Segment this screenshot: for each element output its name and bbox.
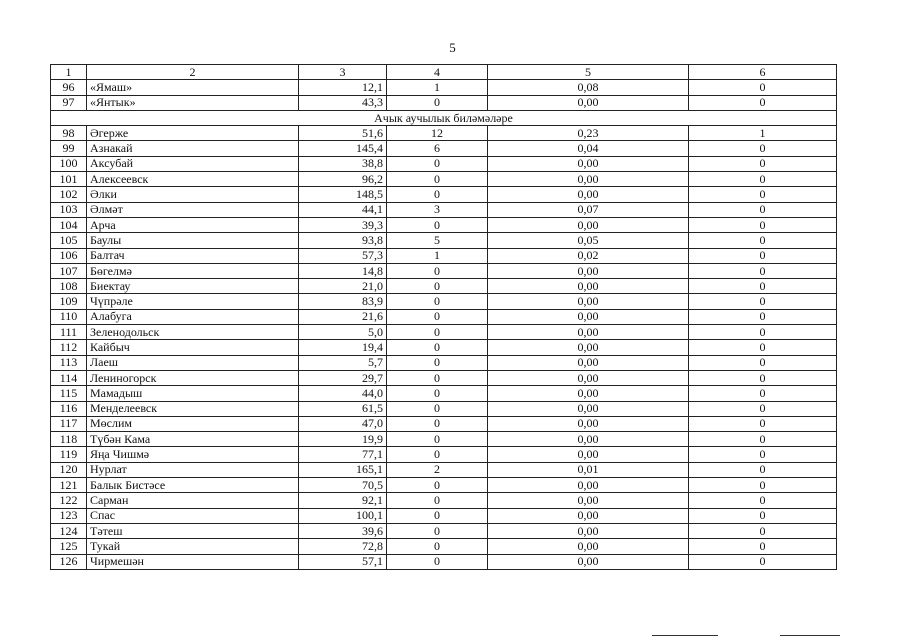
district-name-cell: Чүпрәле [87,294,299,309]
column-5-cell: 0,00 [488,432,689,447]
district-name-cell: Алексеевск [87,172,299,187]
row-number-cell: 122 [51,493,87,508]
district-name-cell: Балтач [87,248,299,263]
row-number-cell: 124 [51,523,87,538]
column-5-cell: 0,00 [488,294,689,309]
row-number-cell: 109 [51,294,87,309]
column-5-cell: 0,04 [488,141,689,156]
column-5-cell: 0,00 [488,340,689,355]
column-4-cell: 0 [387,478,488,493]
column-4-cell: 12 [387,126,488,141]
column-4-cell: 0 [387,263,488,278]
district-name-cell: Түбән Кама [87,432,299,447]
row-number-cell: 101 [51,172,87,187]
table-row [51,370,837,385]
column-3-cell: 21,6 [299,309,387,324]
table-row [51,401,837,416]
district-name-cell: Мамадыш [87,386,299,401]
table-row [51,233,837,248]
column-6-cell: 0 [689,263,837,278]
column-6-cell: 0 [689,172,837,187]
table-row [51,539,837,554]
column-4-cell: 2 [387,462,488,477]
column-6-cell: 0 [689,386,837,401]
table-body [51,65,837,570]
table-row [51,493,837,508]
column-header: 5 [488,65,689,80]
table-row [51,126,837,141]
column-5-cell: 0,00 [488,523,689,538]
column-3-cell: 72,8 [299,539,387,554]
column-4-cell: 0 [387,447,488,462]
column-4-cell: 0 [387,416,488,431]
column-6-cell: 0 [689,401,837,416]
row-number-cell: 115 [51,386,87,401]
column-5-cell: 0,00 [488,370,689,385]
row-number-cell: 111 [51,325,87,340]
row-number-cell: 113 [51,355,87,370]
column-3-cell: 145,4 [299,141,387,156]
table-row [51,263,837,278]
table-row [51,508,837,523]
column-4-cell: 0 [387,554,488,569]
column-3-cell: 44,0 [299,386,387,401]
table-row [51,554,837,569]
table-row [51,217,837,232]
column-6-cell: 0 [689,539,837,554]
row-number-cell: 117 [51,416,87,431]
column-6-cell: 0 [689,95,837,110]
district-name-cell: «Янтык» [87,95,299,110]
column-6-cell: 0 [689,432,837,447]
district-name-cell: Әлки [87,187,299,202]
row-number-cell: 102 [51,187,87,202]
page-number: 5 [449,40,456,55]
section-title: Ачык аучылык биләмәләре [51,110,837,125]
column-header: 4 [387,65,488,80]
row-number-cell: 110 [51,309,87,324]
row-number-cell: 120 [51,462,87,477]
row-number-cell: 96 [51,80,87,95]
column-3-cell: 96,2 [299,172,387,187]
district-name-cell: Нурлат [87,462,299,477]
column-4-cell: 0 [387,432,488,447]
column-5-cell: 0,00 [488,279,689,294]
table-row [51,202,837,217]
column-3-cell: 14,8 [299,263,387,278]
column-6-cell: 0 [689,217,837,232]
district-name-cell: Биектау [87,279,299,294]
district-name-cell: Әгерже [87,126,299,141]
table-row [51,416,837,431]
column-3-cell: 92,1 [299,493,387,508]
row-number-cell: 97 [51,95,87,110]
table-row [51,187,837,202]
district-name-cell: Баулы [87,233,299,248]
column-6-cell: 0 [689,294,837,309]
column-5-cell: 0,00 [488,478,689,493]
column-3-cell: 19,9 [299,432,387,447]
district-name-cell: Менделеевск [87,401,299,416]
column-6-cell: 0 [689,462,837,477]
district-name-cell: Спас [87,508,299,523]
row-number-cell: 116 [51,401,87,416]
column-6-cell: 0 [689,478,837,493]
column-3-cell: 57,3 [299,248,387,263]
row-number-cell: 112 [51,340,87,355]
column-5-cell: 0,00 [488,447,689,462]
column-4-cell: 0 [387,156,488,171]
table-row [51,355,837,370]
table-row [51,523,837,538]
district-name-cell: Тәтеш [87,523,299,538]
section-row [51,110,837,125]
row-number-cell: 99 [51,141,87,156]
column-6-cell: 0 [689,248,837,263]
column-3-cell: 5,7 [299,355,387,370]
table-row [51,309,837,324]
column-4-cell: 6 [387,141,488,156]
district-name-cell: Әлмәт [87,202,299,217]
column-6-cell: 0 [689,80,837,95]
column-4-cell: 0 [387,217,488,232]
table-row [51,172,837,187]
column-6-cell: 0 [689,141,837,156]
column-6-cell: 0 [689,447,837,462]
district-name-cell: Тукай [87,539,299,554]
row-number-cell: 100 [51,156,87,171]
table-row [51,279,837,294]
column-5-cell: 0,00 [488,156,689,171]
signature-line [780,635,840,636]
column-3-cell: 57,1 [299,554,387,569]
column-4-cell: 0 [387,325,488,340]
column-6-cell: 0 [689,493,837,508]
column-3-cell: 77,1 [299,447,387,462]
district-name-cell: Мөслим [87,416,299,431]
district-name-cell: Лаеш [87,355,299,370]
column-3-cell: 21,0 [299,279,387,294]
column-4-cell: 0 [387,370,488,385]
column-5-cell: 0,05 [488,233,689,248]
column-6-cell: 1 [689,126,837,141]
column-6-cell: 0 [689,279,837,294]
column-5-cell: 0,01 [488,462,689,477]
table-row [51,80,837,95]
column-5-cell: 0,00 [488,309,689,324]
column-5-cell: 0,07 [488,202,689,217]
district-name-cell: Зеленодольск [87,325,299,340]
column-header: 6 [689,65,837,80]
column-5-cell: 0,00 [488,187,689,202]
column-5-cell: 0,00 [488,401,689,416]
column-4-cell: 0 [387,539,488,554]
column-4-cell: 0 [387,294,488,309]
column-3-cell: 70,5 [299,478,387,493]
column-3-cell: 43,3 [299,95,387,110]
column-4-cell: 0 [387,309,488,324]
table-row [51,386,837,401]
column-3-cell: 47,0 [299,416,387,431]
column-5-cell: 0,00 [488,386,689,401]
row-number-cell: 126 [51,554,87,569]
column-4-cell: 0 [387,401,488,416]
row-number-cell: 106 [51,248,87,263]
column-3-cell: 93,8 [299,233,387,248]
column-4-cell: 0 [387,95,488,110]
row-number-cell: 123 [51,508,87,523]
column-6-cell: 0 [689,156,837,171]
district-name-cell: Кайбыч [87,340,299,355]
column-5-cell: 0,00 [488,172,689,187]
column-6-cell: 0 [689,508,837,523]
column-3-cell: 19,4 [299,340,387,355]
header-row [51,65,837,80]
column-4-cell: 0 [387,172,488,187]
row-number-cell: 105 [51,233,87,248]
district-name-cell: Арча [87,217,299,232]
district-name-cell: Сарман [87,493,299,508]
district-name-cell: Алабуга [87,309,299,324]
column-6-cell: 0 [689,340,837,355]
district-name-cell: Чирмешән [87,554,299,569]
column-4-cell: 1 [387,80,488,95]
table-row [51,95,837,110]
district-name-cell: Бөгелмә [87,263,299,278]
district-name-cell: Аксубай [87,156,299,171]
column-3-cell: 39,3 [299,217,387,232]
column-3-cell: 51,6 [299,126,387,141]
column-6-cell: 0 [689,202,837,217]
column-5-cell: 0,00 [488,416,689,431]
column-3-cell: 100,1 [299,508,387,523]
column-6-cell: 0 [689,523,837,538]
column-5-cell: 0,00 [488,493,689,508]
row-number-cell: 125 [51,539,87,554]
column-6-cell: 0 [689,187,837,202]
column-3-cell: 29,7 [299,370,387,385]
table-row [51,478,837,493]
row-number-cell: 119 [51,447,87,462]
column-3-cell: 5,0 [299,325,387,340]
row-number-cell: 103 [51,202,87,217]
table-row [51,156,837,171]
column-5-cell: 0,00 [488,355,689,370]
column-4-cell: 1 [387,248,488,263]
table-row [51,294,837,309]
column-5-cell: 0,08 [488,80,689,95]
table-row [51,462,837,477]
column-4-cell: 0 [387,386,488,401]
column-6-cell: 0 [689,416,837,431]
column-5-cell: 0,23 [488,126,689,141]
table-row [51,447,837,462]
column-4-cell: 3 [387,202,488,217]
data-table [50,64,837,570]
column-4-cell: 0 [387,340,488,355]
column-5-cell: 0,00 [488,217,689,232]
column-6-cell: 0 [689,233,837,248]
table-row [51,340,837,355]
column-5-cell: 0,02 [488,248,689,263]
table-row [51,432,837,447]
district-name-cell: «Ямаш» [87,80,299,95]
column-6-cell: 0 [689,370,837,385]
column-header: 1 [51,65,87,80]
table-row [51,325,837,340]
column-3-cell: 148,5 [299,187,387,202]
district-name-cell: Балык Бистәсе [87,478,299,493]
row-number-cell: 118 [51,432,87,447]
column-6-cell: 0 [689,355,837,370]
row-number-cell: 108 [51,279,87,294]
row-number-cell: 121 [51,478,87,493]
table-row [51,141,837,156]
column-3-cell: 38,8 [299,156,387,171]
column-5-cell: 0,00 [488,508,689,523]
district-name-cell: Азнакай [87,141,299,156]
column-3-cell: 61,5 [299,401,387,416]
column-3-cell: 44,1 [299,202,387,217]
column-header: 3 [299,65,387,80]
column-6-cell: 0 [689,325,837,340]
column-5-cell: 0,00 [488,95,689,110]
column-5-cell: 0,00 [488,554,689,569]
column-4-cell: 0 [387,279,488,294]
district-name-cell: Яңа Чишмә [87,447,299,462]
column-6-cell: 0 [689,309,837,324]
column-4-cell: 0 [387,187,488,202]
column-5-cell: 0,00 [488,539,689,554]
column-4-cell: 0 [387,508,488,523]
column-header: 2 [87,65,299,80]
column-4-cell: 0 [387,355,488,370]
column-4-cell: 0 [387,493,488,508]
column-6-cell: 0 [689,554,837,569]
column-4-cell: 0 [387,523,488,538]
column-5-cell: 0,00 [488,263,689,278]
signature-line [652,635,718,636]
row-number-cell: 114 [51,370,87,385]
district-name-cell: Лениногорск [87,370,299,385]
table-row [51,248,837,263]
column-4-cell: 5 [387,233,488,248]
column-3-cell: 83,9 [299,294,387,309]
column-3-cell: 12,1 [299,80,387,95]
column-3-cell: 165,1 [299,462,387,477]
row-number-cell: 107 [51,263,87,278]
row-number-cell: 98 [51,126,87,141]
column-5-cell: 0,00 [488,325,689,340]
column-3-cell: 39,6 [299,523,387,538]
row-number-cell: 104 [51,217,87,232]
